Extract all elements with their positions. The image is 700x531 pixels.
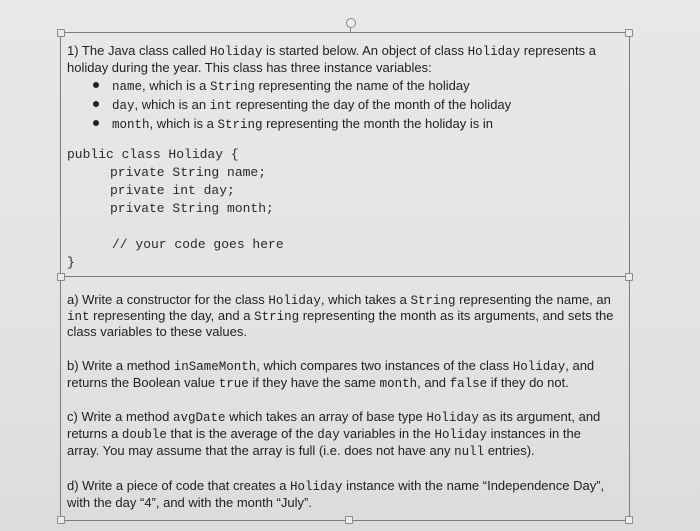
bullet-text: representing the day of the month of the holiday — [232, 97, 512, 112]
bullet-text: , which is an — [134, 97, 210, 112]
qd-text: d) Write a piece of code that creates a — [67, 478, 291, 493]
resize-handle-mid-right[interactable] — [625, 273, 633, 281]
qc-code: Holiday — [434, 428, 487, 442]
qb-code: Holiday — [512, 360, 566, 374]
qc-text: variables in the — [339, 426, 435, 441]
qb-code: month — [379, 377, 418, 391]
qc-code: avgDate — [172, 411, 226, 425]
code-class-declaration: public class Holiday { — [67, 147, 239, 162]
q1-code: Holiday — [209, 45, 263, 59]
type-code: String — [209, 80, 255, 94]
qc-text: c) Write a method — [67, 409, 173, 424]
qc-text: entries). — [484, 443, 535, 458]
qa-text: , which takes a — [320, 292, 411, 307]
qa-code: String — [254, 310, 300, 324]
qa-text: representing the day, and a — [89, 308, 255, 323]
bullet-text: , which is a — [149, 116, 218, 131]
qd-line-2: with the day “4”, and with the month “July”. — [67, 495, 312, 510]
resize-handle-mid-left[interactable] — [57, 273, 65, 281]
resize-handle-bottom-left[interactable] — [57, 516, 65, 524]
var-code: month — [112, 118, 150, 132]
qa-code: Holiday — [268, 294, 321, 308]
bullet-text: representing the name of the holiday — [254, 78, 470, 93]
qb-text: if they do not. — [487, 375, 569, 390]
qc-code: null — [454, 445, 485, 459]
q1-code: Holiday — [467, 45, 521, 59]
q1-text: 1) The Java class called — [67, 43, 210, 58]
qa-code: int — [67, 310, 90, 324]
resize-handle-top-left[interactable] — [57, 29, 65, 37]
bullet-item-month — [112, 115, 493, 134]
qc-code: day — [317, 428, 340, 442]
code-comment: // your code goes here — [112, 237, 284, 252]
bullet-item-name — [112, 77, 470, 96]
qb-code: true — [218, 377, 249, 391]
qd-text: instance with the name “Independence Day”, — [342, 478, 605, 493]
qc-text: instances in the — [486, 426, 581, 441]
var-code: name — [112, 80, 143, 94]
bullet-text: , which is a — [142, 78, 210, 93]
qb-text: , and — [417, 375, 450, 390]
qc-code: double — [121, 428, 167, 442]
resize-handle-bottom-right[interactable] — [625, 516, 633, 524]
qb-text: returns the Boolean value — [67, 375, 219, 390]
bullet-item-day — [112, 96, 511, 115]
bullet-icon — [93, 101, 99, 107]
code-field-month: private String month; — [110, 201, 274, 216]
qc-text: array. You may assume that the array is full (i.e. does not have any — [67, 443, 455, 458]
resize-handle-top-right[interactable] — [625, 29, 633, 37]
bullet-icon — [93, 82, 99, 88]
qa-text: representing the name, an — [455, 292, 611, 307]
qa-text: representing the month as its arguments, and sets the — [299, 308, 614, 323]
qb-code: false — [449, 377, 488, 391]
code-closing-brace: } — [67, 255, 75, 270]
qa-line-3: class variables to these values. — [67, 324, 247, 339]
resize-handle-bottom-mid[interactable] — [345, 516, 353, 524]
qb-text: , which compares two instances of the class — [256, 358, 513, 373]
code-field-name: private String name; — [110, 165, 267, 180]
qc-text: as its argument, and — [478, 409, 601, 424]
code-field-day: private int day; — [110, 183, 235, 198]
qb-code: inSameMonth — [173, 360, 257, 374]
var-code: day — [112, 99, 135, 113]
qa-text: a) Write a constructor for the class — [67, 292, 269, 307]
qb-text: , and — [565, 358, 595, 373]
qc-line-3 — [67, 442, 535, 461]
qc-text: returns a — [67, 426, 122, 441]
qc-code: Holiday — [426, 411, 479, 425]
qc-text: which takes an array of base type — [225, 409, 427, 424]
qd-code: Holiday — [290, 480, 343, 494]
qc-text: that is the average of the — [166, 426, 318, 441]
q1-text: represents a — [520, 43, 596, 58]
q1-line-2: holiday during the year. This class has three instance variables: — [67, 60, 432, 75]
qb-text: if they have the same — [248, 375, 380, 390]
q1-text: is started below. An object of class — [262, 43, 468, 58]
type-code: String — [217, 118, 263, 132]
bullet-icon — [93, 120, 99, 126]
qa-code: String — [410, 294, 456, 308]
type-code: int — [209, 99, 233, 113]
qb-line-2 — [67, 374, 569, 393]
rotate-handle[interactable] — [346, 18, 356, 28]
qb-text: b) Write a method — [67, 358, 174, 373]
bullet-text: representing the month the holiday is in — [262, 116, 493, 131]
